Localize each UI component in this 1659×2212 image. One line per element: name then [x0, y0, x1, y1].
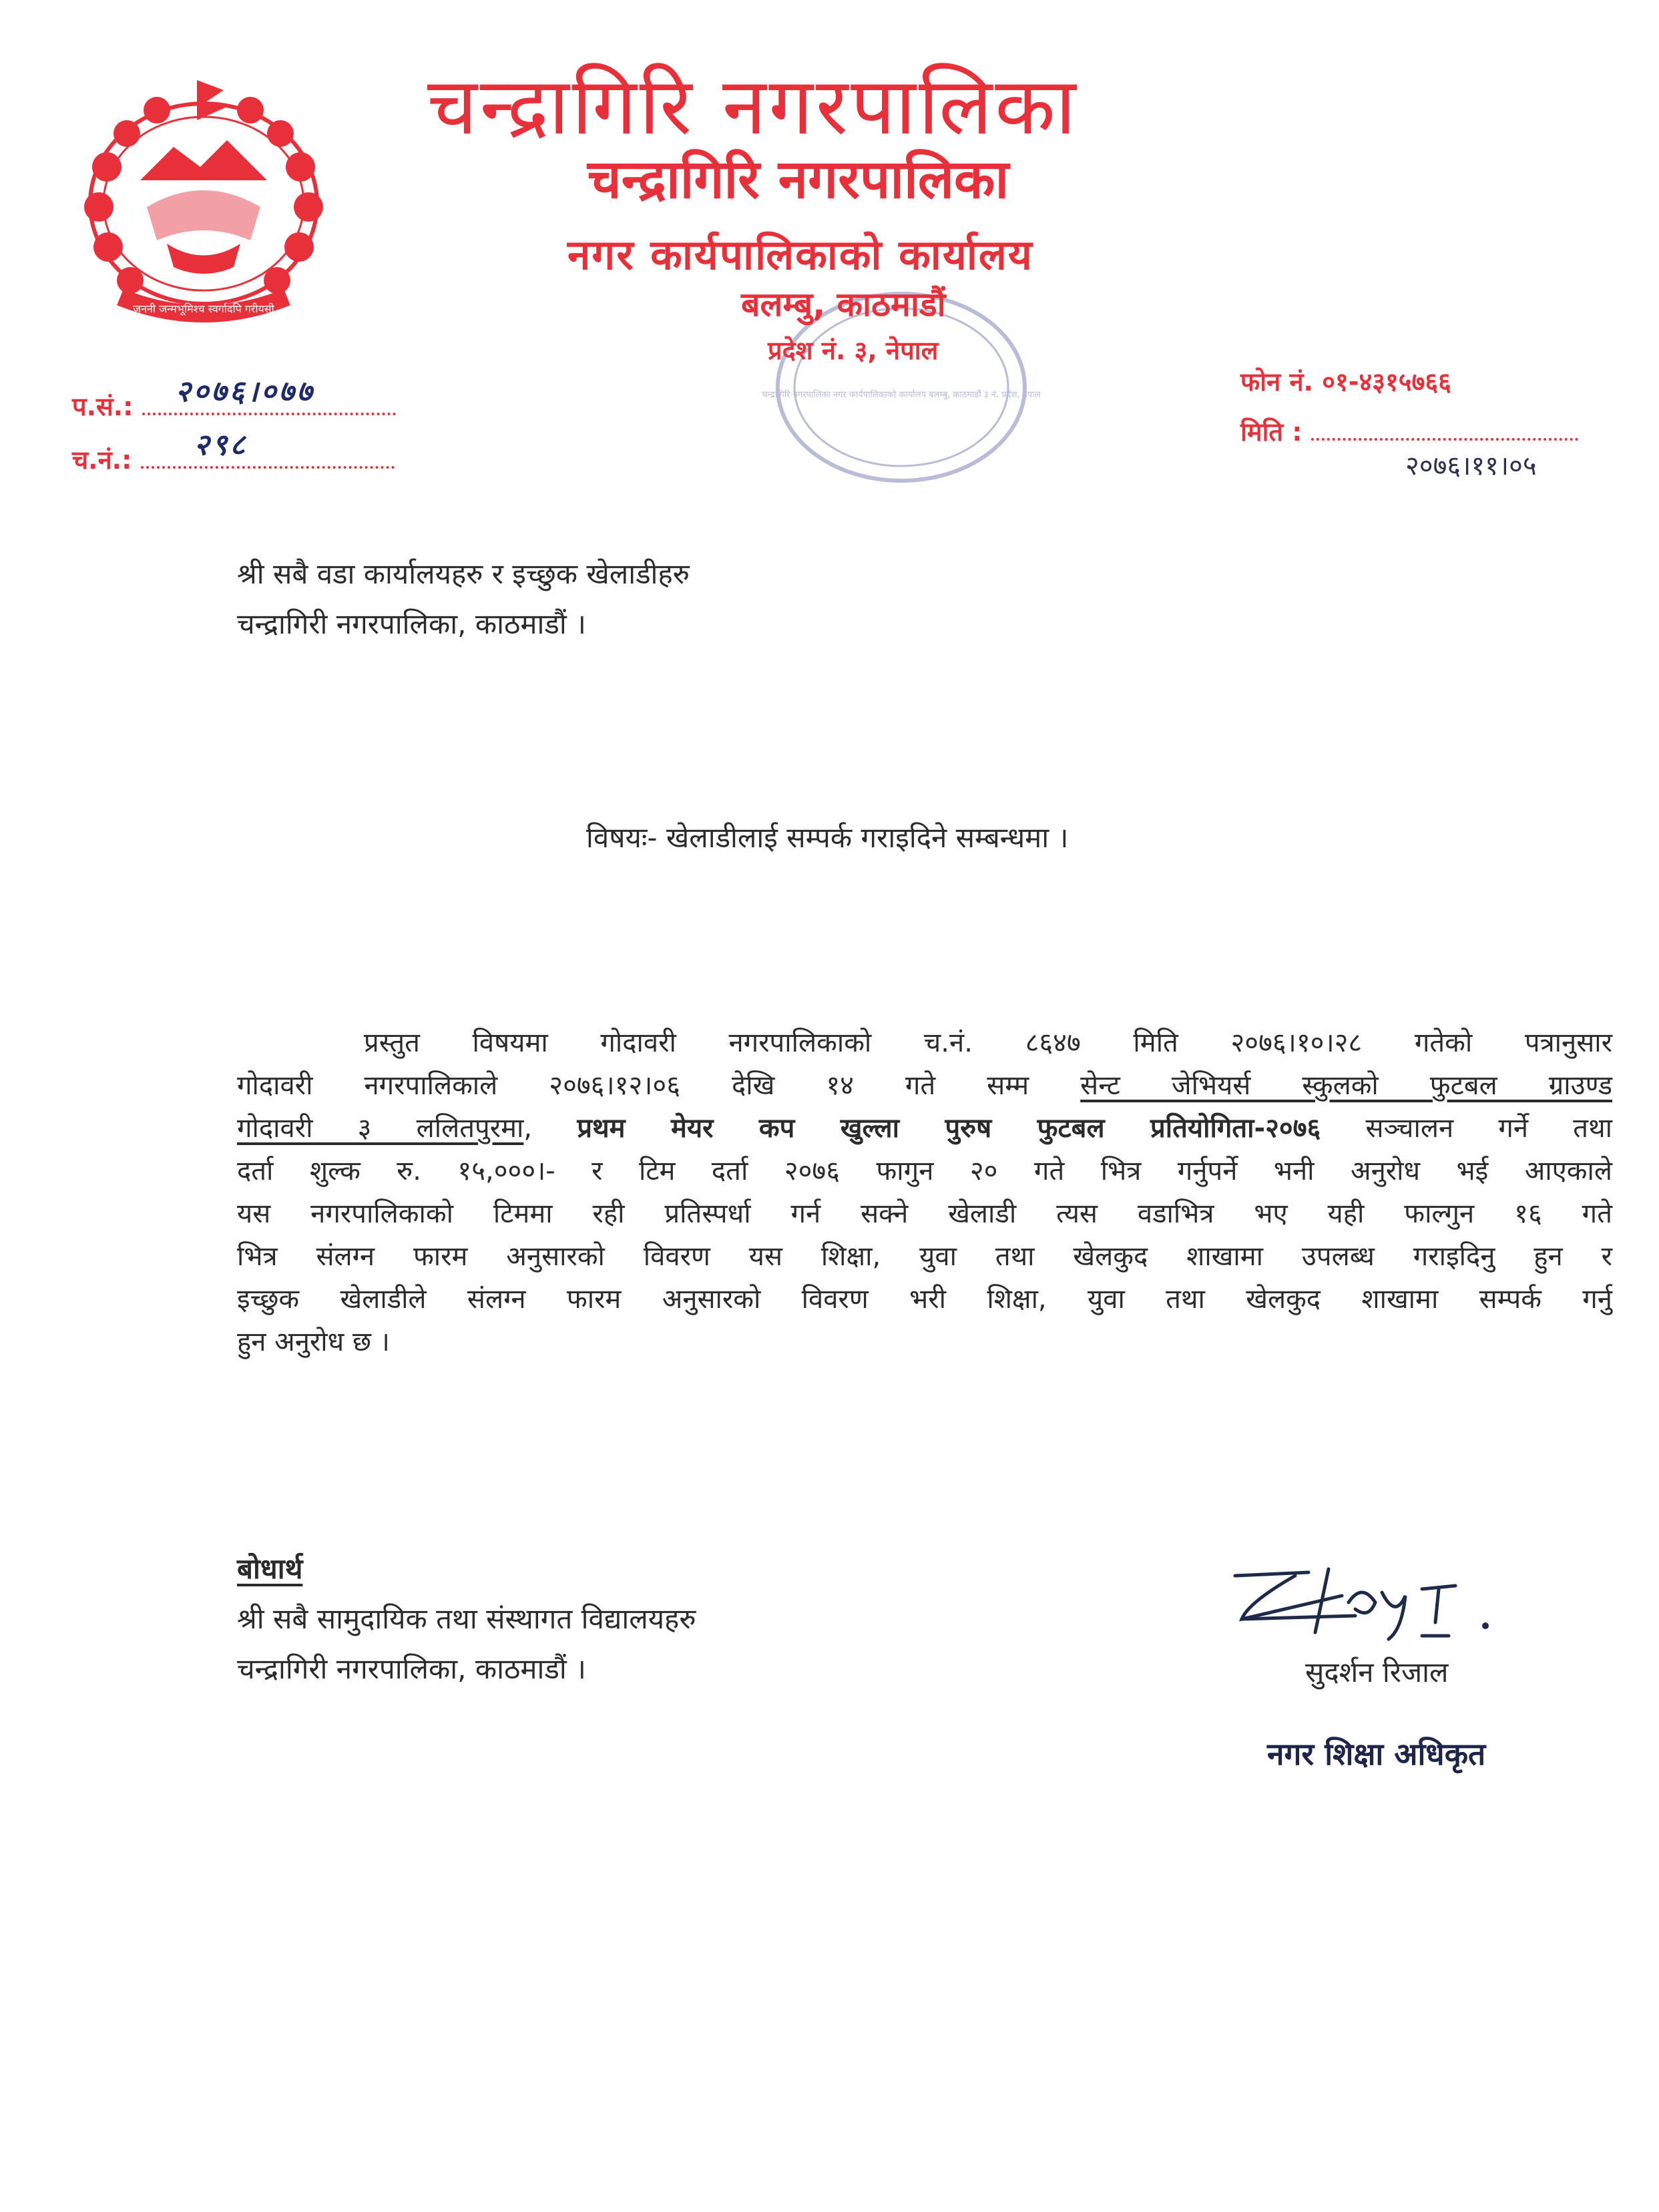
organization-title: चन्द्रागिरि नगरपालिका: [427, 60, 1079, 152]
letter-subject: विषयः- खेलाडीलाई सम्पर्क गराइदिने सम्बन्धमा ।: [586, 821, 1069, 854]
handwritten-signature: [1222, 1556, 1529, 1649]
letter-body-paragraph: [237, 1022, 1612, 1363]
body-line: यस नगरपालिकाको टिममा रही प्रतिस्पर्धा गर्न सक्ने खेलाडी त्यस वडाभित्र भए यही फाल्गुन १६ गते: [237, 1198, 1612, 1229]
signatory-title: नगर शिक्षा अधिकृत: [1267, 1736, 1486, 1772]
date-row: [1240, 414, 1578, 449]
dispatch-number-value: २९८: [194, 428, 248, 462]
reference-number-label: प.सं.:: [72, 392, 134, 421]
body-line: हुन अनुरोध छ ।: [237, 1327, 390, 1357]
recipient-line-1: श्री सबै वडा कार्यालयहरु र इच्छुक खेलाडीहरु: [237, 558, 690, 590]
address-line-1: बलम्बु, काठमाडौं: [741, 285, 946, 324]
dispatch-number-label: च.नं.:: [72, 445, 132, 475]
office-name: नगर कार्यपालिकाको कार्यालय: [567, 230, 1033, 279]
body-line: दर्ता शुल्क रु. १५,०००।- र टिम दर्ता २०७६ फागुन २० गते भित्र गर्नुपर्ने भनी अनुरोध भई आएकाले: [237, 1156, 1612, 1186]
address-line-2: प्रदेश नं. ३, नेपाल: [768, 336, 939, 365]
emblem-motto-text: जननी जन्मभूमिश्च स्वर्गादपि गरीयसी: [133, 302, 274, 315]
phone-value: ०१-४३१५७६६: [1322, 367, 1451, 397]
cc-heading: बोधार्थ: [237, 1552, 303, 1585]
date-label: मिति :: [1240, 417, 1302, 447]
organization-title-stylized: चन्द्रागिरि नगरपालिका: [587, 148, 1009, 210]
phone-row: [1240, 364, 1451, 399]
tournament-name-bold: प्रथम मेयर कप खुल्ला पुरुष फुटबल प्रतियोगिता-२०७६: [577, 1113, 1321, 1144]
body-line: भित्र संलग्न फारम अनुसारको विवरण यस शिक्षा, युवा तथा खेलकुद शाखामा उपलब्ध गराइदिनु हुन र: [237, 1241, 1612, 1272]
phone-label: फोन नं.: [1240, 367, 1313, 397]
body-line: इच्छुक खेलाडीले संलग्न फारम अनुसारको विवरण भरी शिक्षा, युवा तथा खेलकुद शाखामा सम्पर्क गर्नु: [237, 1284, 1612, 1315]
venue-location-underlined: गोदावरी ३ ललितपुरमा: [237, 1113, 524, 1144]
body-text-segment: ,: [523, 1113, 577, 1144]
dispatch-number-row: [72, 428, 395, 477]
stamp-text: चन्द्रागिरि नगरपालिका नगर कार्यपालिकाको कार्यालय बलम्बु, काठमाडौं ३ नं. प्रदेश, नेपाल: [762, 390, 1041, 400]
venue-underlined: सेन्ट जेभियर्स स्कुलको फुटबल ग्राउण्ड: [1080, 1070, 1612, 1101]
reference-number-row: [72, 375, 396, 423]
reference-number-value: २०७६।०७७: [175, 375, 315, 409]
recipient-line-2: चन्द्रागिरी नगरपालिका, काठमाडौं ।: [237, 608, 586, 640]
body-line: [237, 1064, 1612, 1107]
nepal-emblem-logo: [67, 67, 347, 334]
signatory-name: सुदर्शन रिजाल: [1305, 1656, 1449, 1689]
body-text-segment: गोदावरी नगरपालिकाले २०७६।१२।०६ देखि १४ गते सम्म: [237, 1070, 1081, 1101]
date-value: २०७६।११।०५: [1405, 451, 1537, 481]
body-line: [237, 1107, 1612, 1150]
cc-line-2: चन्द्रागिरी नगरपालिका, काठमाडौं ।: [237, 1652, 586, 1685]
cc-line-1: श्री सबै सामुदायिक तथा संस्थागत विद्यालयहरु: [237, 1602, 696, 1635]
body-line: प्रस्तुत विषयमा गोदावरी नगरपालिकाको च.नं. ८६४७ मिति २०७६।१०।२८ गतेको पत्रानुसार: [364, 1028, 1612, 1058]
body-text-segment: सञ्चालन गर्ने तथा: [1321, 1113, 1612, 1144]
